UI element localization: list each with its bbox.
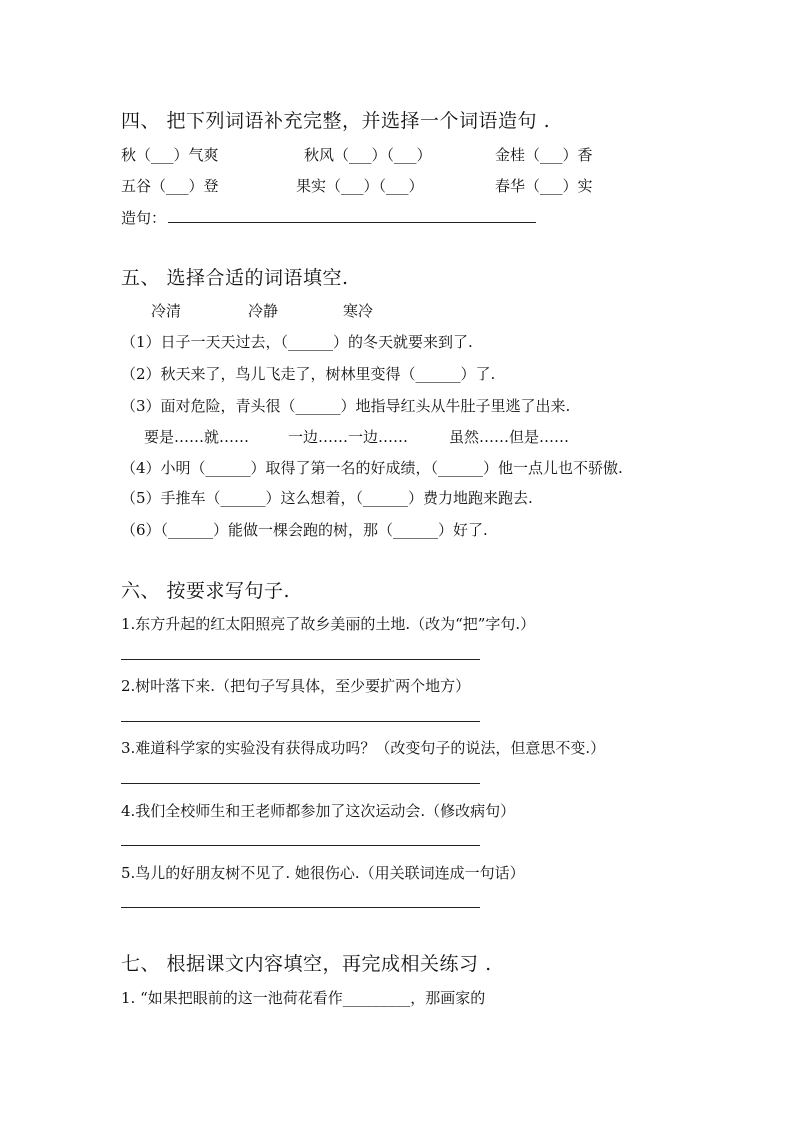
word-blank-item: 金桂（___）香 [495, 146, 593, 164]
fill-item: （6）（______）能做一棵会跑的树，那（______）好了. [121, 521, 488, 539]
word-blank-item: 果实（___）（___） [296, 177, 424, 195]
answer-line [121, 907, 480, 908]
section-6-heading: 六、 按要求写句子. [121, 580, 291, 602]
conjunction-choice: 要是……就…… [144, 428, 250, 446]
section-7-heading: 七、 根据课文内容填空，再完成相关练习 . [121, 953, 492, 975]
word-choice: 寒冷 [343, 302, 374, 320]
rewrite-item: 3.难道科学家的实验没有获得成功吗？（改变句子的说法，但意思不变.） [121, 739, 606, 757]
section-4-heading: 四、 把下列词语补充完整，并选择一个词语造句 . [121, 110, 551, 132]
answer-line [121, 721, 480, 722]
conjunction-choice: 虽然……但是…… [449, 428, 570, 446]
rewrite-item: 1.东方升起的红太阳照亮了故乡美丽的土地.（改为“把”字句.） [121, 615, 536, 633]
rewrite-item: 2.树叶落下来.（把句子写具体，至少要扩两个地方） [121, 677, 471, 695]
word-blank-item: 秋风（___）（___） [304, 146, 432, 164]
fill-item: 1. “如果把眼前的这一池荷花看作_________，那画家的 [121, 989, 486, 1007]
answer-line [168, 222, 536, 223]
word-choice: 冷清 [151, 302, 182, 320]
answer-line [121, 783, 480, 784]
sentence-label: 造句： [121, 209, 167, 227]
word-blank-item: 秋（___）气爽 [121, 146, 219, 164]
conjunction-choice: 一边……一边…… [288, 428, 409, 446]
fill-item: （1）日子一天天过去，（______）的冬天就要来到了. [121, 333, 473, 351]
rewrite-item: 4.我们全校师生和王老师都参加了这次运动会.（修改病句） [121, 802, 516, 820]
word-choice: 冷静 [248, 302, 279, 320]
fill-item: （4）小明（______）取得了第一名的好成绩，（______）他一点儿也不骄傲. [121, 459, 623, 477]
section-5-heading: 五、 选择合适的词语填空. [121, 267, 349, 289]
answer-line [121, 845, 480, 846]
rewrite-item: 5.鸟儿的好朋友树不见了. 她很伤心.（用关联词连成一句话） [121, 864, 525, 882]
fill-item: （5）手推车（______）这么想着，（______）费力地跑来跑去. [121, 489, 533, 507]
answer-line [121, 659, 480, 660]
fill-item: （2）秋天来了，鸟儿飞走了，树林里变得（______）了. [121, 365, 496, 383]
fill-item: （3）面对危险，青头很（______）地指导红头从牛肚子里逃了出来. [121, 397, 571, 415]
word-blank-item: 五谷（___）登 [121, 177, 219, 195]
word-blank-item: 春华（___）实 [495, 177, 593, 195]
